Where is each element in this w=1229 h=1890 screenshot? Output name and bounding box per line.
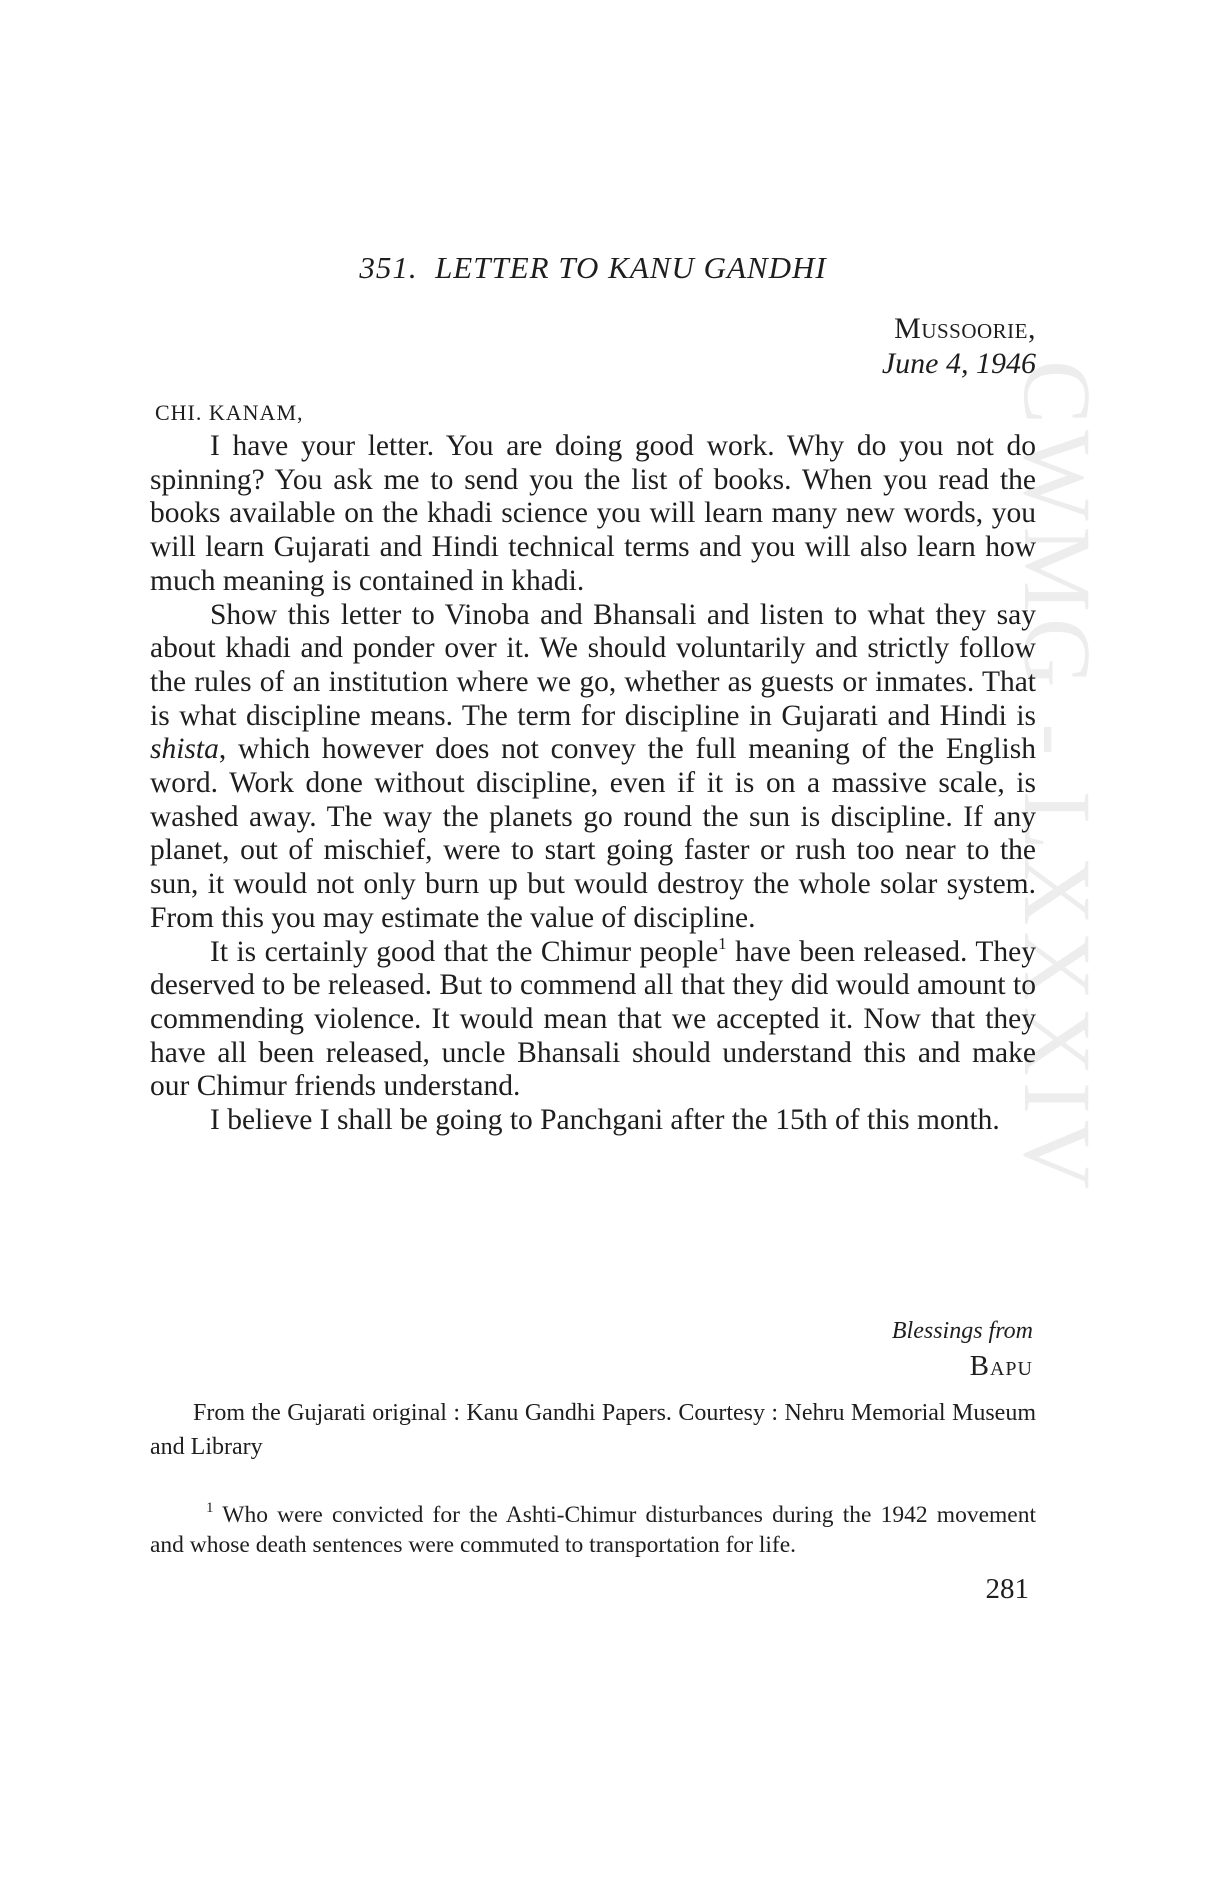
letter-number: 351. (359, 250, 418, 285)
paragraph (150, 933, 1036, 1105)
footnote-text: Who were convicted for the Ashti-Chimur disturbances during the 1942 movement and whose death sentences were commuted to transportation for life. (150, 1502, 1036, 1558)
footnote (150, 1500, 1036, 1560)
letter-body (150, 430, 1036, 1138)
paragraph: I have your letter. You are doing good work. Why do you not do spinning? You ask me to send you the list of books. When you read the books available on the khadi science you will learn many new words, you will learn Gujarati and Hindi technical terms and you will also learn how much meaning is contained in khadi. (150, 430, 1036, 597)
italic-term: shista (150, 733, 219, 766)
watermark-text: CWMG - LXXXIV (1004, 360, 1111, 1196)
letter-title (150, 250, 1036, 286)
letter-title-text: LETTER TO KANU GANDHI (435, 250, 827, 285)
footnote-reference: 1 (718, 933, 727, 953)
signature: Bapu (969, 1350, 1033, 1382)
paragraph-text: Show this letter to Vinoba and Bhansali and listen to what they say about khadi and ponder over it. We should voluntarily and strictly follow the rules of an institution where we go, whether as guests or inmates. That is what discipline means. The term for discipline in Gujarati and Hindi is (150, 598, 1036, 732)
dateline-date: June 4, 1946 (881, 347, 1036, 380)
source-note: From the Gujarati original : Kanu Gandhi Papers. Courtesy : Nehru Memorial Museum and Library (150, 1400, 1036, 1460)
paragraph: I believe I shall be going to Panchgani after the 15th of this month. (210, 1104, 1000, 1137)
footnote-marker: 1 (206, 1500, 214, 1516)
paragraph (150, 599, 1036, 936)
dateline-place: Mussoorie, (894, 312, 1036, 345)
paragraph-text: It is certainly good that the Chimur people (210, 935, 719, 968)
paragraph-text: have been released. They deserved to be released. But to commend all that they did would amount to commending violence. It would mean that we accepted it. Now that they have all been released, uncle Bhansali should understand this and make our Chimur friends understand. (150, 935, 1036, 1103)
page-number: 281 (985, 1573, 1029, 1605)
closing-blessings: Blessings from (891, 1318, 1033, 1344)
paragraph-text: , which however does not convey the full meaning of the English word. Work done without discipline, even if it is on a massive scale, is washed away. The way the planets go round the sun is discipline. If any planet, out of mischief, were to start going faster or rush too near to the sun, it would not only burn up but would destroy the whole solar system. From this you may estimate the value of discipline. (150, 733, 1036, 934)
salutation: CHI. KANAM, (155, 400, 304, 425)
